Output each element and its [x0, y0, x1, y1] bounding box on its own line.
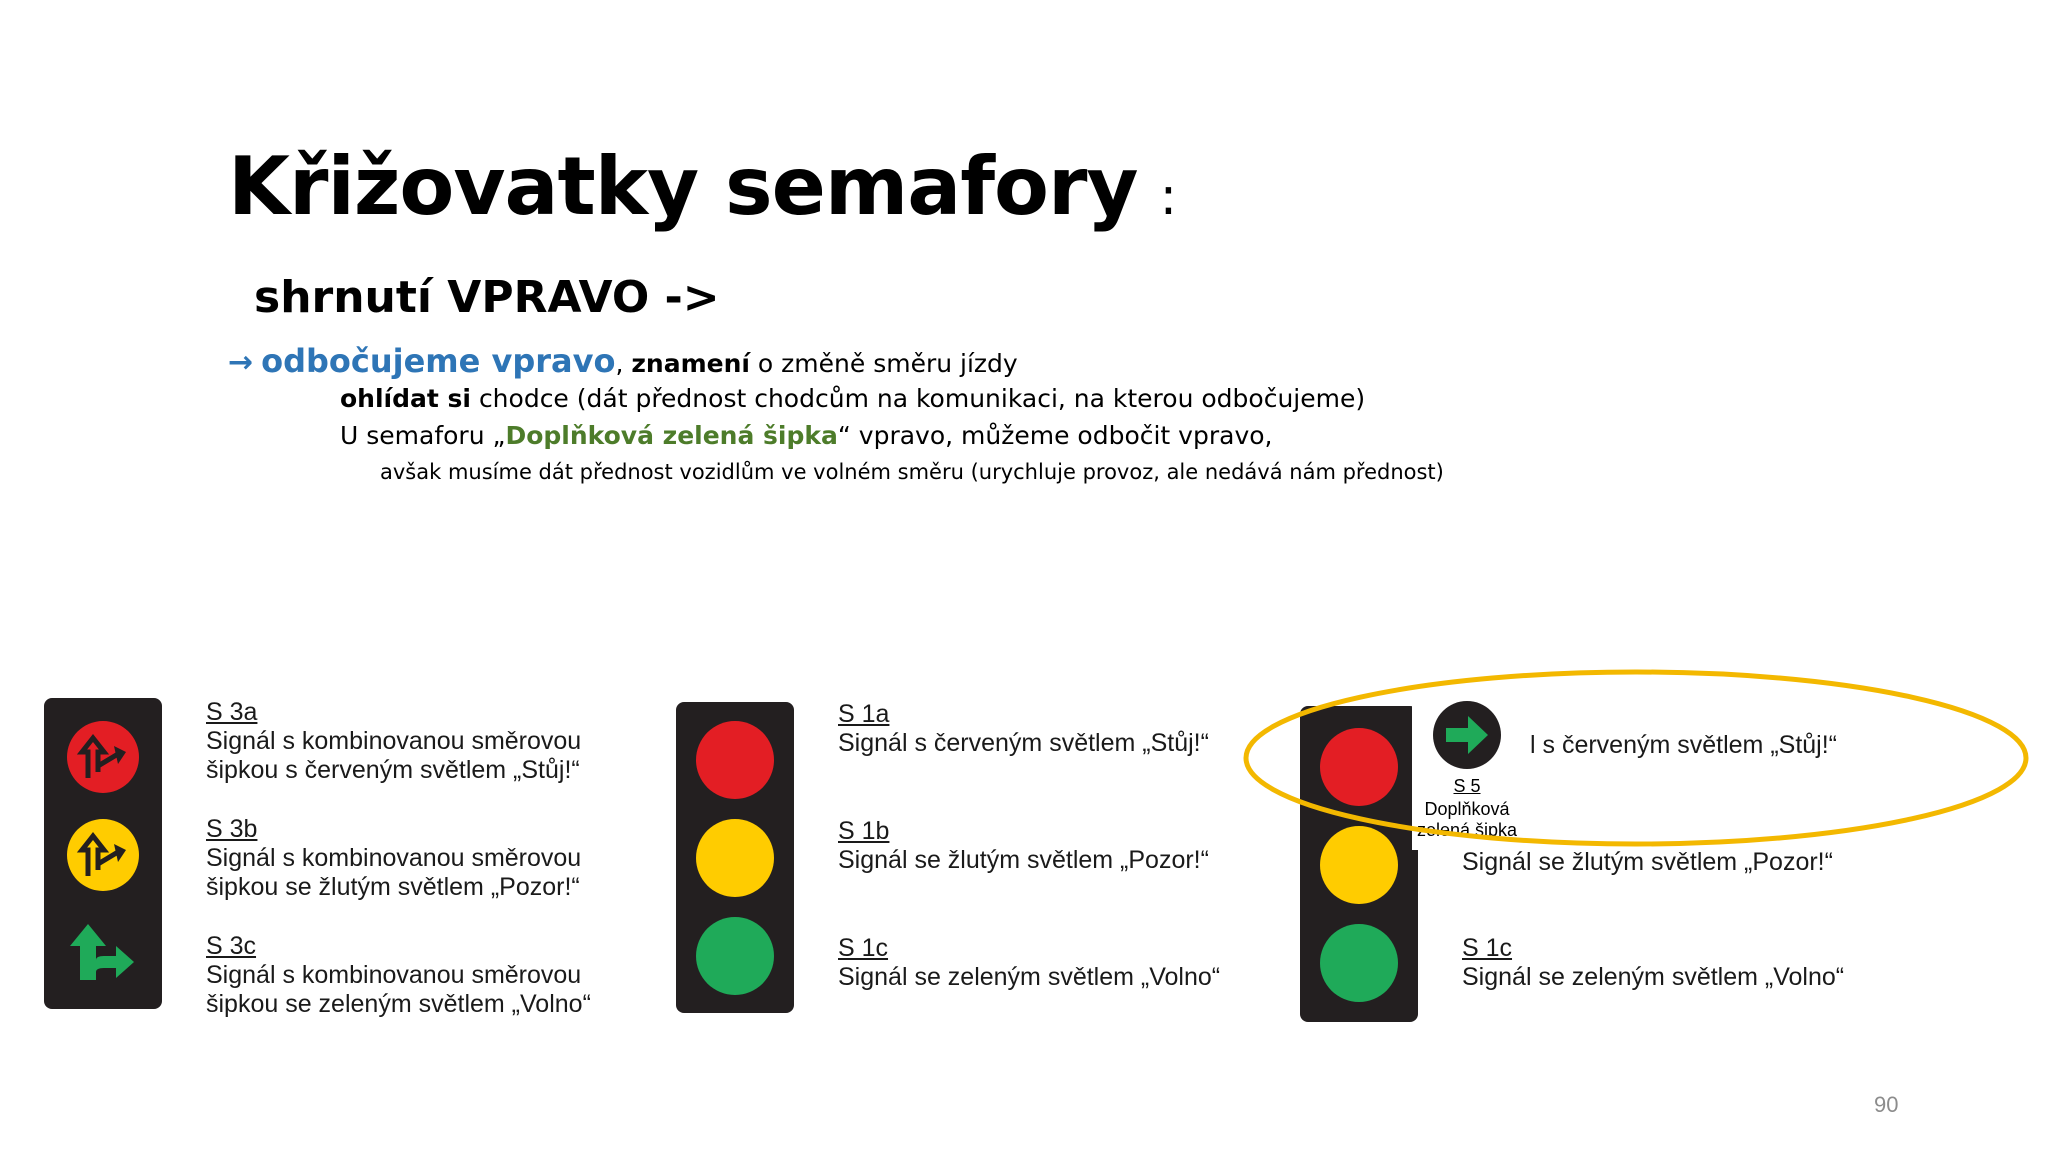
signal-caption-yellow: Signál se žlutým světlem „Pozor!“ — [1462, 848, 1833, 876]
green-arrow-term: Doplňková zelená šipka — [505, 421, 838, 450]
signal-caption-s1b: S 1b Signál se žlutým světlem „Pozor!“ — [838, 817, 1209, 874]
s5-code: S 5 — [1453, 776, 1481, 796]
text-line-2: ohlídat si chodce (dát přednost chodcům na komunikaci, na kterou odbočujeme) — [340, 384, 1366, 413]
signal-caption-s1a: S 1a Signál s červeným světlem „Stůj!“ — [838, 700, 1209, 757]
signal-caption-s3b: S 3b Signál s kombinovanou směrovou šipkou se žlutým světlem „Pozor!“ — [206, 815, 582, 901]
green-lamp — [1320, 924, 1398, 1002]
yellow-lamp — [696, 819, 774, 897]
highlight-text: odbočujeme vpravo — [261, 342, 616, 380]
green-lamp — [696, 917, 774, 995]
page-number: 90 — [1874, 1092, 1899, 1117]
signal-caption-red-partial: l s červeným světlem „Stůj!“ — [1530, 731, 1838, 759]
text-line-3: U semaforu „Doplňková zelená šipka“ vpravo, můžeme odbočit vpravo, — [340, 421, 1273, 450]
text-line-1: → odbočujeme vpravo, znamení o změně směru jízdy — [228, 342, 1018, 380]
highlight-ellipse — [1240, 664, 2040, 854]
signal-caption-s1c: S 1c Signál se zeleným světlem „Volno“ — [838, 934, 1221, 991]
text-line-4: avšak musíme dát přednost vozidlům ve volném směru (urychluje provoz, ale nedává nám přednost) — [380, 460, 1444, 484]
combined-arrow-yellow-icon — [66, 818, 140, 892]
signal-caption-s1c-right: S 1c Signál se zeleným světlem „Volno“ — [1462, 934, 1845, 991]
signal-housing-combined — [44, 698, 162, 1009]
slide-subtitle: shrnutí VPRAVO -> — [254, 272, 720, 323]
combined-arrow-green-icon — [66, 916, 140, 990]
s5-caption: Doplňková zelená šipka — [1416, 799, 1518, 840]
signal-caption-s3a: S 3a Signál s kombinovanou směrovou šipkou s červeným světlem „Stůj!“ — [206, 698, 582, 784]
right-arrow-icon: → — [228, 345, 254, 380]
signal-caption-s3c: S 3c Signál s kombinovanou směrovou šipkou se zeleným světlem „Volno“ — [206, 932, 591, 1018]
title-colon: : — [1159, 167, 1177, 227]
slide-title: Křižovatky semafory : — [228, 140, 1177, 233]
combined-arrow-red-icon — [66, 720, 140, 794]
red-lamp — [696, 721, 774, 799]
signal-housing-standard — [676, 702, 794, 1013]
bold-text: znamení — [631, 349, 750, 378]
